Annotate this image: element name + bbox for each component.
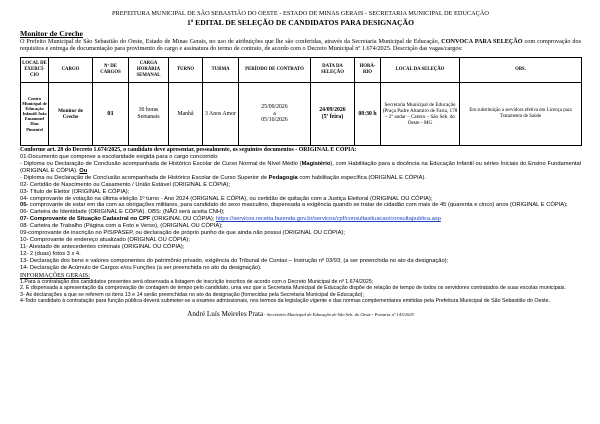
- req-04: 04- comprovante de votação na última eleição 1º turno - Ano 2024 (ORIGINAL E CÓPIA), ou certidão de quitação com a Justiça Eleitoral (ORIGINAL OU CÓPIA);: [20, 195, 433, 202]
- cell-carga: 30 horas Semanais: [129, 82, 169, 145]
- col-carga-horaria: CARGA HORÁRIA SEMANAL: [129, 57, 169, 82]
- col-n-cargos: Nº DE CARGOS: [93, 57, 129, 82]
- info-2: 2. É dispensada a apresentação da comprovação de contagem de tempo pelo candidato, uma vez que a Secretaria Municipal de Educação dispõe de relação de tempo de todos os servidores contratados de suas escolas municipais.: [20, 285, 566, 292]
- col-periodo: PERÍODO DE CONTRATO: [239, 57, 311, 82]
- signature-name: André Luís Meireles Prata: [187, 309, 264, 318]
- table-row: [21, 82, 582, 145]
- info-list: [20, 279, 581, 305]
- cell-obs: Em substituição a servidora efetiva em Licença para Tratamento de Saúde: [460, 82, 582, 145]
- req-01a-post: ), com Habilitação para a docência na Educação Infantil ou séries Iniciais do Ensino Fundamental (ORIGINAL E CÓPIA).: [20, 160, 582, 174]
- cpf-consult-link[interactable]: https://servicos.receita.fazenda.gov.br/servicos/cpf/consultasituacao/consultapublica.asp: [215, 216, 441, 223]
- cell-n-cargos: 01: [93, 82, 129, 145]
- req-09: 09-comprovante de inscrição no PIS/PASEP, ou declaração de próprio punho de que ainda não possui (ORIGINAL OU CÓPIA);: [20, 230, 345, 237]
- req-14: 14- Declaração de Acúmulo de Cargos e/ou Funções (a ser preenchida no ato da designação).: [20, 265, 262, 272]
- req-01a-pre: - Diploma ou Declaração de Conclusão acompanhada de Histórico Escolar de Curso Normal de Nível Médio (: [20, 160, 302, 167]
- header-line-1: PREFEITURA MUNICIPAL DE SÃO SEBASTIÃO DO OESTE - ESTADO DE MINAS GERAIS - SECRETARIA MUNICIPAL DE EDUCAÇÃO: [112, 10, 489, 17]
- req-01b: [20, 175, 581, 182]
- cell-local-selecao: Secretaria Municipal de Educação (Praça Padre Altamiro de Faria, 178 – 2º andar – Centro – São Seb. do Oeste - MG: [381, 82, 460, 145]
- edital-title: 1º EDITAL DE SELEÇÃO DE CANDIDATOS PARA DESIGNAÇÃO: [186, 18, 415, 27]
- req-01: 01-Documento que comprove a escolaridade exigida para o cargo concorrido:: [20, 153, 219, 160]
- req-06: 06- Carteira de Identidade (ORIGINAL E CÓPIA). OBS: (NÃO será aceita CNH);: [20, 209, 225, 216]
- col-local-selecao: LOCAL DA SELEÇÃO: [381, 57, 460, 82]
- requirements-intro: Conforme art. 28 do Decreto 1.674/2025, o candidato deve apresentar, pessoalmente, os seguintes documentos - ORIGINAL E CÓPIA:: [20, 146, 357, 153]
- intro-part-2: com comprovação dos requisitos e entrega de documentação para provimento do cargo e assinatura do termo de contrato, de acordo com o Decreto Municipal nº 1.674/2025. Descrição das vagas/cargos:: [20, 38, 581, 53]
- req-08: 08- Carteira de Trabalho (Página com a Foto e Verso), (ORIGINAL OU CÓPIA);: [20, 223, 223, 230]
- req-01a-ou: Ou: [79, 167, 88, 174]
- req-01a: [20, 161, 581, 175]
- periodo-sep: a: [273, 110, 276, 117]
- cell-horario: 08:30 h: [355, 82, 381, 145]
- periodo-end: 05/10/2026: [261, 117, 288, 124]
- intro-part-1: O Prefeito Municipal de São Sebastião do Oeste, Estado de Minas Gerais, no uso de atribuições que lhe são conferidas, através da Secretaria Municipal de Educação,: [20, 38, 442, 45]
- cell-periodo: [239, 82, 311, 145]
- table-header-row: [21, 57, 582, 82]
- col-turma: TURMA: [203, 57, 239, 82]
- col-cargo: CARGO: [49, 57, 93, 82]
- req-01a-bold: Magistério: [301, 160, 331, 167]
- col-obs: OBS.: [460, 57, 582, 82]
- req-01b-pre: - Diploma ou Declaração de Conclusão acompanhada de Histórico Escolar de Curso Superior de: [20, 174, 269, 181]
- info-4: 4-Todo candidato à contratação para função pública deverá submeter-se a exames admissionais, nos termos da legislação vigente e das normas complementares emitidas pela Prefeitura Municipal de São Sebastião do Oeste.: [20, 298, 550, 305]
- col-horario: HORÁ-RIO: [355, 57, 381, 82]
- periodo-start: 25/09/2026: [261, 103, 288, 110]
- req-07-mid: (ORIGINAL OU CÓPIA);: [150, 216, 216, 223]
- info-title: INFORMAÇÕES GERAIS:: [20, 272, 90, 280]
- vacancy-table: [20, 57, 582, 146]
- data-selecao-date: 24/09/2026: [319, 107, 346, 114]
- req-12: 12- 2 (duas) fotos 3 x 4.: [20, 251, 81, 258]
- req-05-text: comprovante de estar em dia com as obrigações militares, para candidato do sexo masculino, dispensada a exigência quando se tratar de cidadão com mais de 45 (quarenta e cinco) anos (ORIGINAL E CÓPIA);: [28, 202, 568, 209]
- req-01b-post: com habilitação específica (ORIGINAL E CÓPIA).: [297, 174, 426, 181]
- req-03: 03- Título de Eleitor (ORIGINAL E CÓPIA);: [20, 188, 130, 195]
- info-1: 1.Para a contratação dos candidatos presentes será observada a listagem de inscrição inscritos de acordo com o Decreto Municipal de nº 1.674/2025;: [20, 279, 374, 286]
- col-turno: TURNO: [169, 57, 203, 82]
- req-07-bold: 07- Comprovante de Situação Cadastral no CPF: [20, 216, 151, 223]
- req-11: 11- Atestado de antecedentes criminais (ORIGINAL OU CÓPIA);: [20, 244, 185, 251]
- req-01b-bold: Pedagogia: [268, 174, 298, 181]
- req-13: 13- Declaração dos bens e valores componentes do patrimônio privado, exigência do Tribunal de Contas – Instrução nº 03/93; (a ser preenchida no ato da designação);: [20, 258, 449, 265]
- cell-turma: 3 Anos Amor: [203, 82, 239, 145]
- info-3: 3- As declarações a que se referem os itens 13 e 14 serão preenchidas no ato da designação (fornecidas pela Secretaria Municipal de Educação);: [20, 291, 364, 298]
- req-02: 02- Certidão de Nascimento ou Casamento / União Estável (ORIGINAL E CÓPIA);: [20, 181, 231, 188]
- intro-paragraph: [20, 38, 581, 53]
- data-selecao-weekday: (5ª feira): [321, 113, 344, 120]
- req-05-num: 05-: [20, 202, 29, 209]
- cell-local: Centro Municipal de Educação Infantil João Emannuel Dias Pimentel: [21, 82, 49, 145]
- col-data-selecao: DATA DA SELEÇÃO: [311, 57, 355, 82]
- cell-data-selecao: [311, 82, 355, 145]
- signature-role: - Secretário Municipal de Educação de São Seb. do Oeste - Portaria nº 143/2025: [263, 311, 414, 317]
- intro-convoca: CONVOCA PARA SELEÇÃO: [441, 38, 523, 45]
- cell-cargo: Monitor de Creche: [49, 82, 93, 145]
- cell-turno: Manhã: [169, 82, 203, 145]
- signature: [20, 308, 581, 319]
- requirements-list: [20, 154, 581, 272]
- col-local-exercicio: LOCAL DE EXERCÍ-CIO: [21, 57, 49, 82]
- req-10: 10- Comprovante de endereço atualizado (ORIGINAL OU CÓPIA);: [20, 237, 190, 244]
- document-title: Monitor de Creche: [20, 29, 83, 38]
